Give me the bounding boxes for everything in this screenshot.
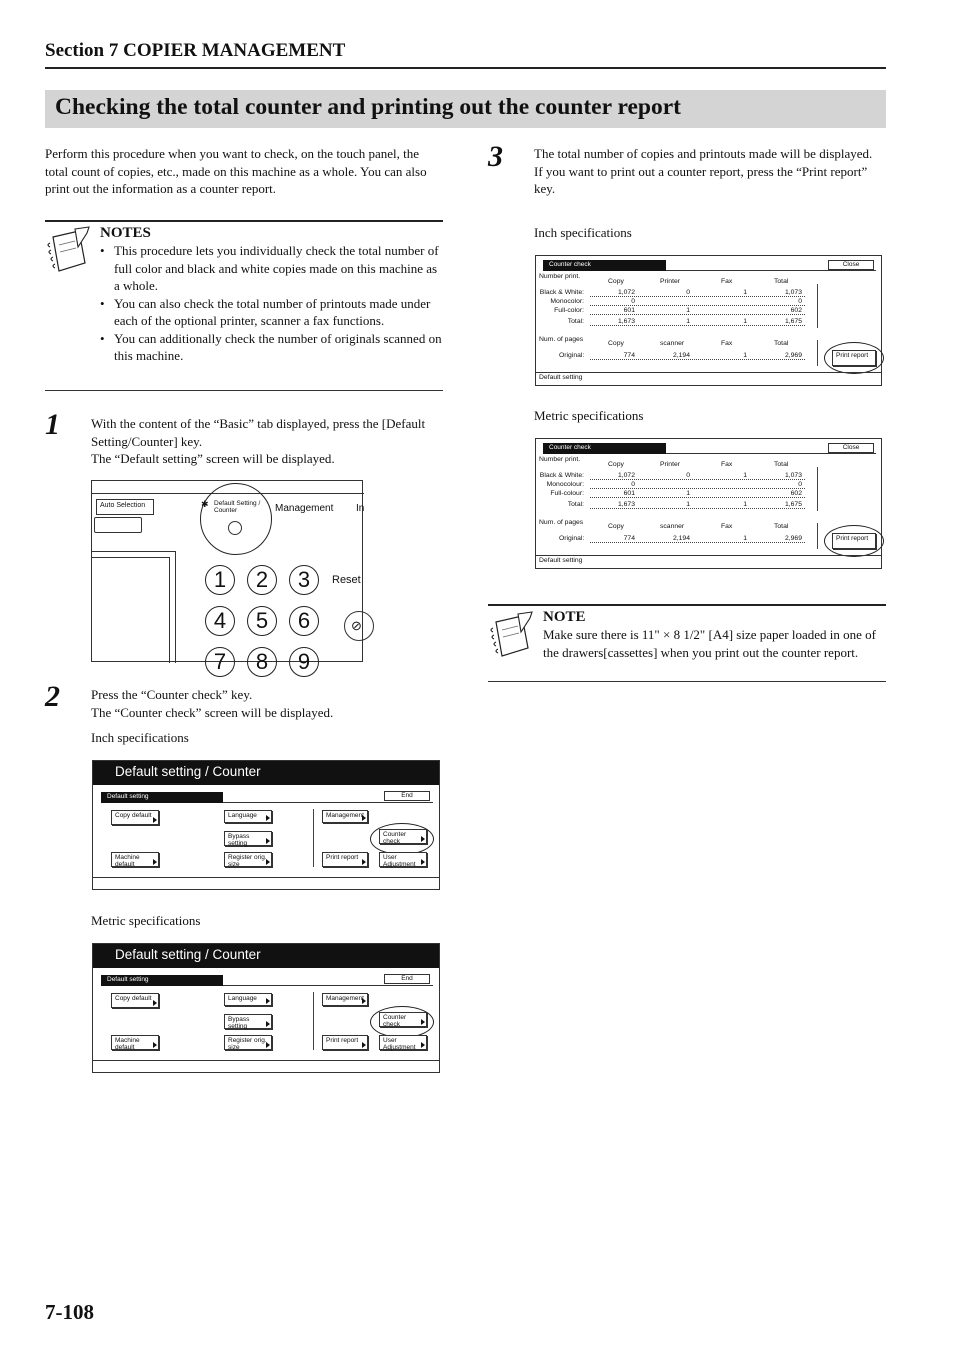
print-report-button[interactable]: Print report	[832, 350, 876, 366]
tab-line	[666, 453, 876, 454]
row-value: 602	[790, 307, 802, 314]
column-header: Fax	[721, 278, 733, 285]
row-value: 601	[623, 490, 635, 497]
stop-key[interactable]: ⊘	[344, 611, 374, 641]
highlight-circle	[200, 483, 272, 555]
page-title-bar	[45, 90, 886, 128]
default-setting-counter-label: Default Setting / Counter	[214, 500, 261, 514]
row-label: Black & White:	[539, 289, 584, 296]
keypad-key-8[interactable]: 8	[247, 647, 277, 677]
row-dots	[590, 296, 805, 297]
intro-text: Perform this procedure when you want to check, on the touch panel, the total count of copies, etc., made on this machine as a whole. You can also print out the information as a counter report.	[45, 146, 427, 196]
note-bottom-rule	[488, 681, 886, 682]
register-orig-size-button[interactable]: Register orig. size	[224, 852, 272, 867]
default-screen-metric	[92, 943, 440, 1073]
step-3-instruction: The total number of copies and printouts made will be displayed.	[534, 146, 873, 161]
reset-label: Reset	[332, 574, 361, 586]
notes-list	[100, 242, 443, 365]
page-title: Checking the total counter and printing out the counter report	[55, 94, 682, 120]
default-setting-counter-key[interactable]	[228, 521, 242, 535]
display-inner-frame	[92, 557, 170, 663]
copy-default-button[interactable]: Copy default	[111, 993, 159, 1008]
row-value: 1	[743, 472, 747, 479]
user-adjustment-button[interactable]: User Adjustment	[379, 852, 427, 867]
tab-counter-check[interactable]: Counter check	[543, 443, 666, 454]
row-value: 1,073	[784, 472, 802, 479]
notes-title: NOTES	[100, 225, 151, 241]
row-label: Full-color:	[554, 307, 584, 314]
row-value: 0	[686, 289, 690, 296]
tab-default-setting[interactable]: Default setting	[101, 975, 223, 986]
bypass-setting-button[interactable]: Bypass setting	[224, 831, 272, 846]
screen-header: Default setting / Counter	[93, 944, 439, 968]
management-label: Management	[275, 503, 334, 514]
section-rule	[45, 67, 886, 69]
page-number: 7-108	[45, 1300, 94, 1324]
row-dots	[590, 359, 805, 360]
divider	[313, 809, 314, 867]
row-dots	[590, 488, 805, 489]
tab-line	[223, 802, 433, 803]
row-value: 1,675	[784, 318, 802, 325]
divider	[817, 467, 818, 511]
print-report-button[interactable]: Print report	[322, 1035, 368, 1050]
keypad-key-4[interactable]: 4	[205, 606, 235, 636]
row-value: 0	[631, 481, 635, 488]
counter-check-screen-inch	[535, 255, 882, 386]
close-button[interactable]: Close	[828, 260, 874, 270]
highlight-circle	[824, 342, 884, 374]
interrupt-label-fragment: In	[356, 503, 365, 514]
original-label: Original:	[559, 535, 585, 542]
notebook-icon	[488, 610, 536, 662]
row-dots	[590, 305, 805, 306]
row-value: 1	[686, 307, 690, 314]
row-label: Black & White:	[539, 472, 584, 479]
row-value: 601	[623, 307, 635, 314]
counter-check-button[interactable]: Counter check	[379, 829, 427, 844]
row-value: 1	[743, 289, 747, 296]
end-button[interactable]: End	[384, 974, 430, 984]
row-label: Monocolor:	[550, 298, 584, 305]
keypad-key-9[interactable]: 9	[289, 647, 319, 677]
original-label: Original:	[559, 352, 585, 359]
original-value: 2,969	[784, 535, 802, 542]
notes-item: • This procedure lets you individually check the total number of full color and black and white copies made on this machine as a whole.	[100, 242, 443, 295]
column-header: scanner	[660, 340, 685, 347]
row-label: Monocolour:	[546, 481, 584, 488]
highlight-circle	[824, 525, 884, 557]
divider	[817, 523, 818, 549]
original-value: 774	[623, 352, 635, 359]
inch-label-left: Inch specifications	[91, 730, 189, 745]
tab-default-setting[interactable]: Default setting	[101, 792, 223, 803]
metric-label-left: Metric specifications	[91, 913, 201, 928]
screen-header: Default setting / Counter	[93, 761, 439, 785]
step-3-number: 3	[488, 140, 503, 173]
column-header: Printer	[660, 461, 681, 468]
divider	[817, 284, 818, 328]
column-header: Total	[774, 461, 789, 468]
row-value: 1,073	[784, 289, 802, 296]
column-header: Total	[774, 523, 789, 530]
footer-default-setting: Default setting	[539, 557, 583, 564]
notes-item: • You can also check the total number of printouts made under each of the optional printer, scanner a fax functions.	[100, 295, 443, 330]
row-label: Total:	[567, 318, 584, 325]
row-dots	[590, 314, 805, 315]
close-button[interactable]: Close	[828, 443, 874, 453]
row-value: 1	[743, 318, 747, 325]
column-header: scanner	[660, 523, 685, 530]
bypass-setting-button[interactable]: Bypass setting	[224, 1014, 272, 1029]
divider	[817, 340, 818, 366]
print-report-button[interactable]: Print report	[832, 533, 876, 549]
original-value: 2,194	[672, 352, 690, 359]
note-title: NOTE	[543, 609, 586, 625]
note-top-rule	[488, 604, 886, 606]
step-1-result: The “Default setting” screen will be displayed.	[91, 451, 335, 466]
row-value: 0	[798, 481, 802, 488]
row-value: 1	[686, 318, 690, 325]
row-value: 1	[743, 501, 747, 508]
default-screen-inch	[92, 760, 440, 890]
copy-default-button[interactable]: Copy default	[111, 810, 159, 825]
highlight-circle	[370, 1006, 434, 1038]
footer-line	[536, 555, 881, 556]
footer-line	[93, 877, 439, 878]
row-value: 1,072	[617, 289, 635, 296]
row-value: 1,675	[784, 501, 802, 508]
original-value: 2,194	[672, 535, 690, 542]
footer-line	[536, 372, 881, 373]
notes-top-rule	[45, 220, 443, 222]
number-print-label: Number print.	[539, 456, 581, 463]
column-header: Copy	[608, 340, 624, 347]
notes-item: • You can additionally check the number of originals scanned on this machine.	[100, 330, 443, 365]
keypad-key-6[interactable]: 6	[289, 606, 319, 636]
column-header: Total	[774, 340, 789, 347]
step-3-result: If you want to print out a counter report, press the “Print report” key.	[534, 163, 868, 196]
step-1-text	[91, 415, 441, 468]
row-value: 0	[631, 298, 635, 305]
control-panel-illustration	[91, 480, 365, 674]
footer-default-setting: Default setting	[539, 374, 583, 381]
row-value: 1,673	[617, 318, 635, 325]
note-text: Make sure there is 11" × 8 1/2" [A4] size paper loaded in one of the drawers[cassettes] when you print out the counter report.	[543, 627, 876, 660]
step-2-number: 2	[45, 680, 60, 713]
machine-default-button[interactable]: Machine default	[111, 852, 159, 867]
row-label: Full-colour:	[550, 490, 584, 497]
row-value: 1,072	[617, 472, 635, 479]
tab-counter-check[interactable]: Counter check	[543, 260, 666, 271]
counter-check-screen-metric	[535, 438, 882, 569]
notes-bottom-rule	[45, 390, 443, 391]
num-pages-label: Num. of pages	[539, 336, 584, 343]
column-header: Fax	[721, 340, 733, 347]
keypad-key-2[interactable]: 2	[247, 565, 277, 595]
row-dots	[590, 508, 805, 509]
row-value: 1,673	[617, 501, 635, 508]
management-button[interactable]: Management	[322, 810, 368, 823]
column-header: Copy	[608, 278, 624, 285]
row-value: 1	[686, 501, 690, 508]
language-button[interactable]: Language	[224, 810, 272, 823]
row-value: 602	[790, 490, 802, 497]
original-value: 1	[743, 352, 747, 359]
metric-label-right: Metric specifications	[534, 408, 644, 423]
number-print-label: Number print.	[539, 273, 581, 280]
row-dots	[590, 497, 805, 498]
machine-default-button[interactable]: Machine default	[111, 1035, 159, 1050]
footer-line	[93, 1060, 439, 1061]
section-header: Section 7 COPIER MANAGEMENT	[45, 40, 346, 61]
keypad-key-7[interactable]: 7	[205, 647, 235, 677]
language-button[interactable]: Language	[224, 993, 272, 1006]
step-2-instruction: Press the “Counter check” key.	[91, 687, 253, 702]
asterisk-icon: ✱	[201, 499, 209, 509]
column-header: Fax	[721, 461, 733, 468]
notebook-icon	[45, 225, 93, 277]
user-adjustment-button[interactable]: User Adjustment	[379, 1035, 427, 1050]
tab-line	[223, 985, 433, 986]
column-header: Copy	[608, 523, 624, 530]
keypad-key-1[interactable]: 1	[205, 565, 235, 595]
tab-line	[666, 270, 876, 271]
column-header: Copy	[608, 461, 624, 468]
column-header: Total	[774, 278, 789, 285]
management-button[interactable]: Management	[322, 993, 368, 1006]
original-value: 774	[623, 535, 635, 542]
num-pages-label: Num. of pages	[539, 519, 584, 526]
row-value: 1	[686, 490, 690, 497]
keypad-key-5[interactable]: 5	[247, 606, 277, 636]
keypad-key-3[interactable]: 3	[289, 565, 319, 595]
step-2-result: The “Counter check” screen will be displayed.	[91, 704, 334, 720]
row-dots	[590, 325, 805, 326]
print-report-button[interactable]: Print report	[322, 852, 368, 867]
highlight-circle	[370, 823, 434, 855]
row-value: 0	[686, 472, 690, 479]
row-dots	[590, 542, 805, 543]
original-value: 2,969	[784, 352, 802, 359]
auto-selection-key[interactable]: Auto Selection	[96, 499, 154, 515]
original-value: 1	[743, 535, 747, 542]
step-3-text	[534, 145, 884, 198]
inch-label-right: Inch specifications	[534, 225, 632, 240]
step-1-number: 1	[45, 408, 60, 441]
column-header: Printer	[660, 278, 681, 285]
row-label: Total:	[567, 501, 584, 508]
counter-check-button[interactable]: Counter check	[379, 1012, 427, 1027]
register-orig-size-button[interactable]: Register orig. size	[224, 1035, 272, 1050]
divider	[313, 992, 314, 1050]
column-header: Fax	[721, 523, 733, 530]
row-value: 0	[798, 298, 802, 305]
step-1-instruction: With the content of the “Basic” tab displayed, press the [Default Setting/Counter] key.	[91, 416, 426, 449]
row-dots	[590, 479, 805, 480]
step-2-text	[91, 686, 441, 721]
panel-key[interactable]	[94, 517, 142, 533]
end-button[interactable]: End	[384, 791, 430, 801]
